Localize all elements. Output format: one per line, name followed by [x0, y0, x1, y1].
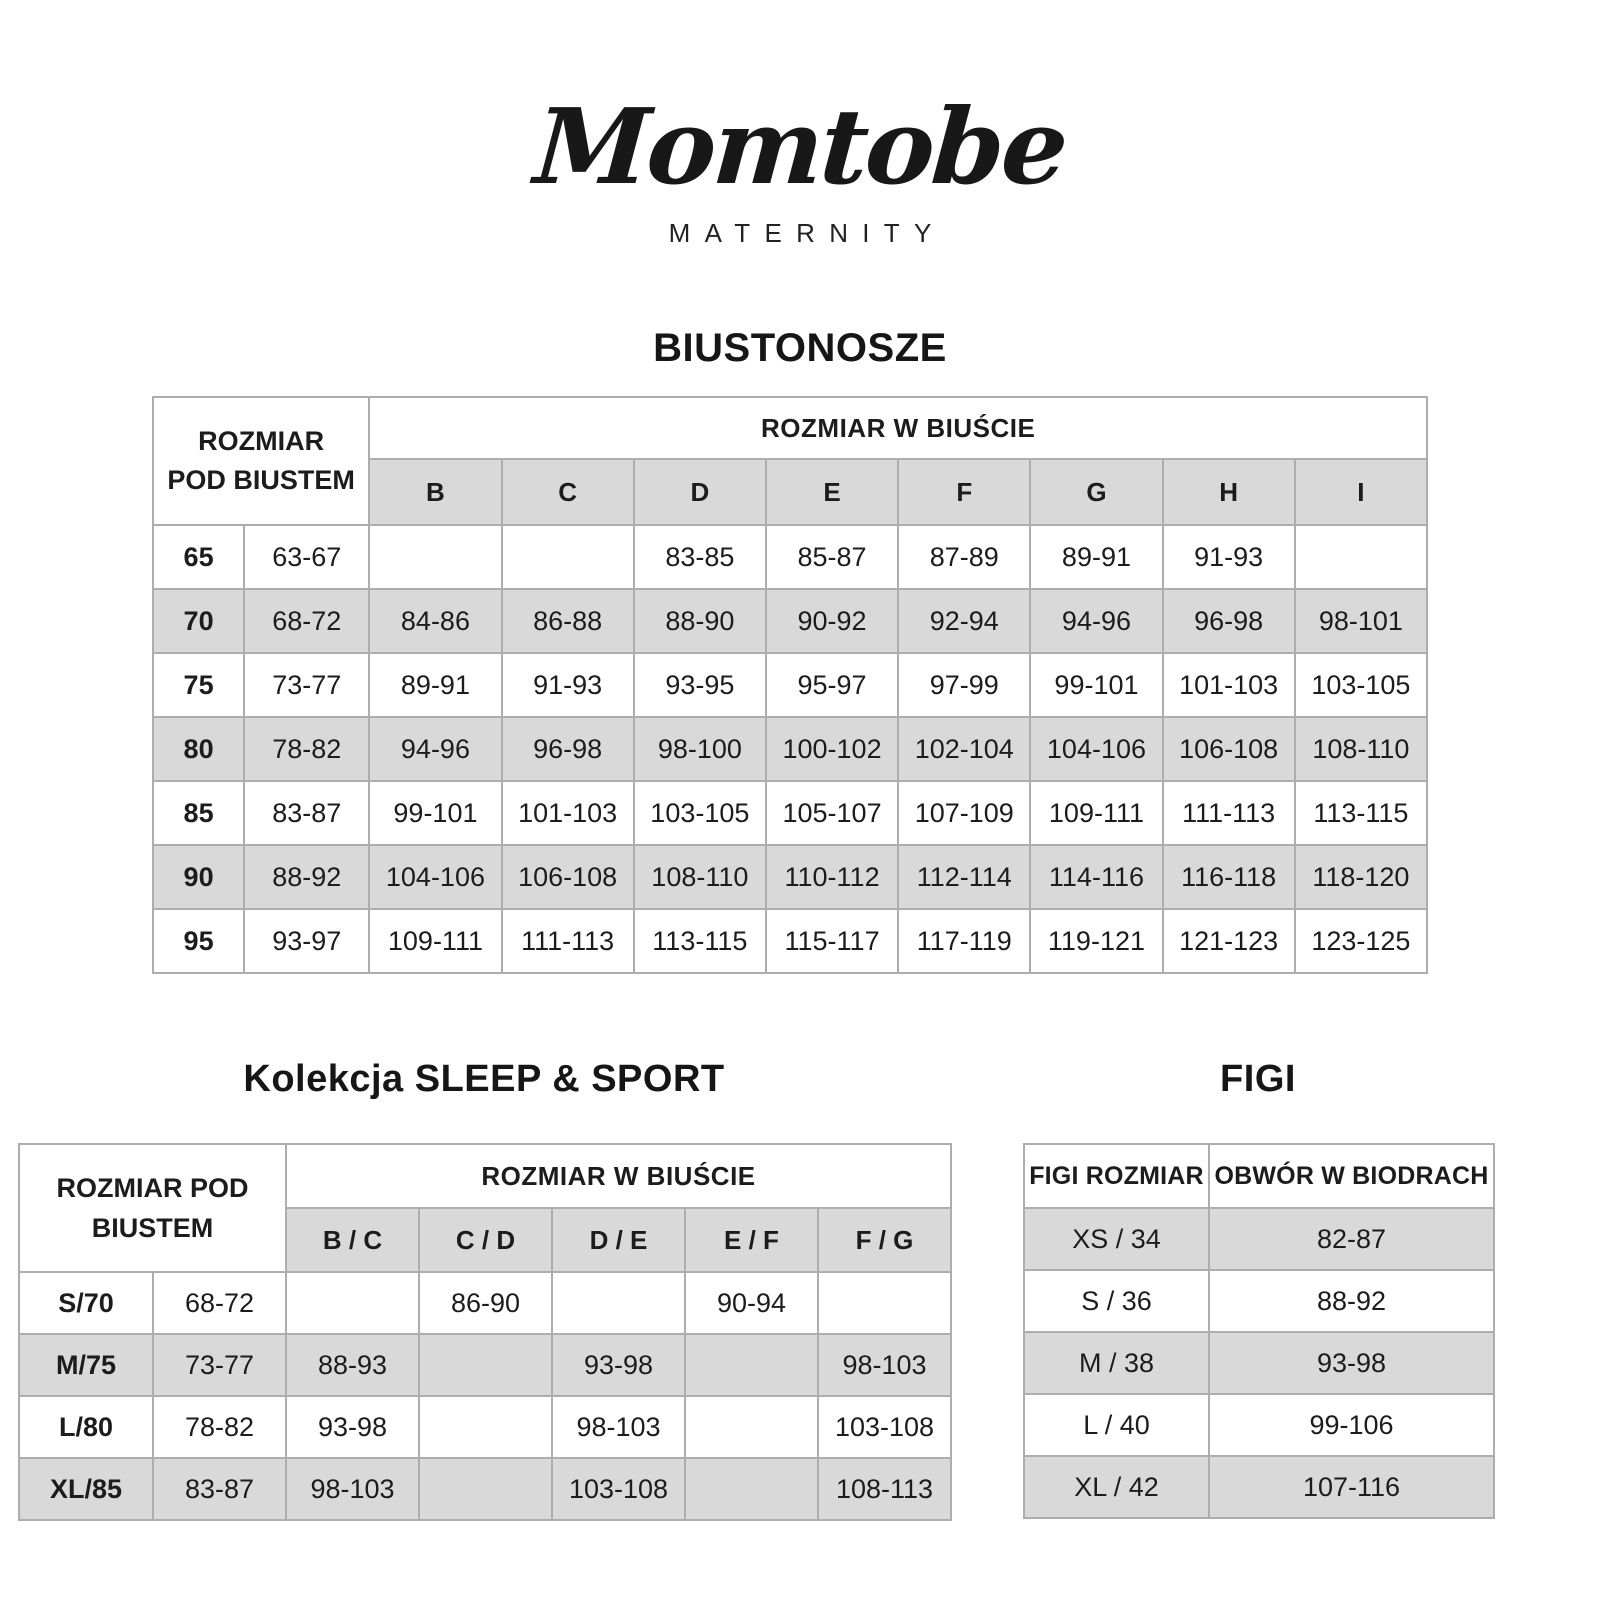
measurement-cell: 88-92 [244, 845, 369, 909]
sleep-sport-table-body [19, 1272, 951, 1520]
cup-size-header: I [1295, 459, 1427, 525]
bras-table-body [153, 525, 1427, 973]
bras-underbust-header [153, 397, 369, 525]
measurement-cell: 116-118 [1163, 845, 1295, 909]
cup-size-header: F [898, 459, 1030, 525]
measurement-cell [286, 1272, 419, 1334]
figi-header-row [1024, 1144, 1494, 1208]
measurement-cell: 78-82 [244, 717, 369, 781]
measurement-cell [685, 1458, 818, 1520]
size-label-cell: M / 38 [1024, 1332, 1209, 1394]
bras-bust-group-header: ROZMIAR W BIUŚCIE [369, 397, 1427, 459]
size-label-cell: 70 [153, 589, 244, 653]
measurement-cell: 89-91 [1030, 525, 1162, 589]
measurement-cell: 93-98 [552, 1334, 685, 1396]
table-row [19, 1458, 951, 1520]
measurement-cell: 94-96 [1030, 589, 1162, 653]
figi-section [1023, 1056, 1493, 1519]
measurement-cell: 68-72 [244, 589, 369, 653]
size-label-cell: L / 40 [1024, 1394, 1209, 1456]
measurement-cell: 87-89 [898, 525, 1030, 589]
measurement-cell [419, 1396, 552, 1458]
size-label-cell: S / 36 [1024, 1270, 1209, 1332]
measurement-cell [419, 1334, 552, 1396]
figi-size-column-header: FIGI ROZMIAR [1024, 1144, 1209, 1208]
table-row [1024, 1332, 1494, 1394]
table-row [153, 909, 1427, 973]
measurement-cell: 115-117 [766, 909, 898, 973]
size-label-cell: 90 [153, 845, 244, 909]
measurement-cell: 93-98 [286, 1396, 419, 1458]
measurement-cell: 93-97 [244, 909, 369, 973]
measurement-cell: 86-88 [502, 589, 634, 653]
measurement-cell: 111-113 [502, 909, 634, 973]
cup-size-header: B [369, 459, 501, 525]
measurement-cell: 94-96 [369, 717, 501, 781]
measurement-cell: 98-103 [286, 1458, 419, 1520]
size-label-cell: 85 [153, 781, 244, 845]
table-row [1024, 1208, 1494, 1270]
size-label-cell: XS / 34 [1024, 1208, 1209, 1270]
table-row [1024, 1456, 1494, 1518]
measurement-cell: 121-123 [1163, 909, 1295, 973]
measurement-cell: 111-113 [1163, 781, 1295, 845]
sleep-bust-group-header: ROZMIAR W BIUŚCIE [286, 1144, 951, 1208]
measurement-cell: 86-90 [419, 1272, 552, 1334]
measurement-cell: 104-106 [1030, 717, 1162, 781]
measurement-cell: 91-93 [502, 653, 634, 717]
size-label-cell: XL / 42 [1024, 1456, 1209, 1518]
measurement-cell: 83-87 [244, 781, 369, 845]
cup-size-header: C [502, 459, 634, 525]
measurement-cell: 68-72 [153, 1272, 286, 1334]
measurement-cell: 95-97 [766, 653, 898, 717]
measurement-cell: 89-91 [369, 653, 501, 717]
sleep-sport-size-table [18, 1143, 952, 1521]
bras-size-table [152, 396, 1428, 974]
table-row [153, 845, 1427, 909]
measurement-cell: 109-111 [369, 909, 501, 973]
size-label-cell: S/70 [19, 1272, 153, 1334]
measurement-cell: 119-121 [1030, 909, 1162, 973]
table-row [19, 1334, 951, 1396]
table-row [19, 1396, 951, 1458]
measurement-cell: 93-95 [634, 653, 766, 717]
figi-table-body [1024, 1208, 1494, 1518]
measurement-cell: 84-86 [369, 589, 501, 653]
measurement-cell: 113-115 [1295, 781, 1427, 845]
measurement-cell: 109-111 [1030, 781, 1162, 845]
cup-size-header: B / C [286, 1208, 419, 1272]
sleep-underbust-header-line2: BIUSTEM [91, 1213, 214, 1243]
measurement-cell: 106-108 [1163, 717, 1295, 781]
measurement-cell: 88-93 [286, 1334, 419, 1396]
sleep-underbust-header [19, 1144, 286, 1272]
bras-table-container [152, 396, 1428, 974]
cup-size-header: F / G [818, 1208, 951, 1272]
measurement-cell: 117-119 [898, 909, 1030, 973]
measurement-cell: 114-116 [1030, 845, 1162, 909]
measurement-cell: 90-94 [685, 1272, 818, 1334]
measurement-cell: 108-110 [1295, 717, 1427, 781]
sleep-sport-section [18, 1056, 950, 1521]
measurement-cell [552, 1272, 685, 1334]
measurement-cell: 98-103 [818, 1334, 951, 1396]
measurement-cell: 98-101 [1295, 589, 1427, 653]
measurement-cell: 101-103 [502, 781, 634, 845]
measurement-cell: 73-77 [244, 653, 369, 717]
table-row [153, 653, 1427, 717]
table-row [153, 781, 1427, 845]
measurement-cell: 98-103 [552, 1396, 685, 1458]
cup-size-header: E / F [685, 1208, 818, 1272]
measurement-cell: 96-98 [502, 717, 634, 781]
table-row [19, 1272, 951, 1334]
measurement-cell: 103-105 [634, 781, 766, 845]
size-label-cell: 80 [153, 717, 244, 781]
measurement-cell [1295, 525, 1427, 589]
measurement-cell: 88-92 [1209, 1270, 1494, 1332]
table-row [153, 717, 1427, 781]
measurement-cell: 92-94 [898, 589, 1030, 653]
measurement-cell: 123-125 [1295, 909, 1427, 973]
size-label-cell: 95 [153, 909, 244, 973]
measurement-cell: 113-115 [634, 909, 766, 973]
measurement-cell: 103-108 [818, 1396, 951, 1458]
measurement-cell: 106-108 [502, 845, 634, 909]
measurement-cell: 83-87 [153, 1458, 286, 1520]
brand-subtitle: MATERNITY [668, 218, 946, 248]
table-row [1024, 1394, 1494, 1456]
measurement-cell: 108-110 [634, 845, 766, 909]
measurement-cell: 85-87 [766, 525, 898, 589]
measurement-cell [818, 1272, 951, 1334]
measurement-cell: 108-113 [818, 1458, 951, 1520]
measurement-cell [685, 1334, 818, 1396]
brand-header [0, 78, 1600, 249]
measurement-cell: 101-103 [1163, 653, 1295, 717]
bras-underbust-header-line1: ROZMIAR [198, 425, 325, 456]
table-row [1024, 1270, 1494, 1332]
bras-underbust-header-line2: POD BIUSTEM [167, 465, 355, 495]
measurement-cell: 99-106 [1209, 1394, 1494, 1456]
measurement-cell: 78-82 [153, 1396, 286, 1458]
table-row [153, 589, 1427, 653]
measurement-cell: 83-85 [634, 525, 766, 589]
cup-size-header: E [766, 459, 898, 525]
size-label-cell: 65 [153, 525, 244, 589]
table-row [153, 525, 1427, 589]
measurement-cell: 96-98 [1163, 589, 1295, 653]
measurement-cell: 102-104 [898, 717, 1030, 781]
measurement-cell [685, 1396, 818, 1458]
measurement-cell: 91-93 [1163, 525, 1295, 589]
cup-size-header: D [634, 459, 766, 525]
measurement-cell: 100-102 [766, 717, 898, 781]
measurement-cell: 110-112 [766, 845, 898, 909]
cup-size-header: D / E [552, 1208, 685, 1272]
brand-logo: Momtobe [530, 85, 1070, 208]
measurement-cell: 105-107 [766, 781, 898, 845]
measurement-cell [369, 525, 501, 589]
sleep-sport-title: Kolekcja SLEEP & SPORT [243, 1058, 725, 1100]
measurement-cell [502, 525, 634, 589]
measurement-cell: 93-98 [1209, 1332, 1494, 1394]
measurement-cell: 88-90 [634, 589, 766, 653]
measurement-cell: 97-99 [898, 653, 1030, 717]
cup-size-header: C / D [419, 1208, 552, 1272]
measurement-cell [419, 1458, 552, 1520]
size-label-cell: M/75 [19, 1334, 153, 1396]
measurement-cell: 90-92 [766, 589, 898, 653]
measurement-cell: 107-109 [898, 781, 1030, 845]
measurement-cell: 99-101 [369, 781, 501, 845]
figi-hips-column-header: OBWÓR W BIODRACH [1209, 1144, 1494, 1208]
measurement-cell: 118-120 [1295, 845, 1427, 909]
measurement-cell: 104-106 [369, 845, 501, 909]
measurement-cell: 99-101 [1030, 653, 1162, 717]
measurement-cell: 63-67 [244, 525, 369, 589]
measurement-cell: 103-108 [552, 1458, 685, 1520]
cup-size-header: H [1163, 459, 1295, 525]
size-label-cell: L/80 [19, 1396, 153, 1458]
cup-size-header: G [1030, 459, 1162, 525]
sleep-underbust-header-line1: ROZMIAR POD [56, 1172, 249, 1203]
measurement-cell: 112-114 [898, 845, 1030, 909]
bras-section-title: BIUSTONOSZE [653, 326, 947, 370]
size-label-cell: XL/85 [19, 1458, 153, 1520]
measurement-cell: 73-77 [153, 1334, 286, 1396]
measurement-cell: 98-100 [634, 717, 766, 781]
measurement-cell: 82-87 [1209, 1208, 1494, 1270]
measurement-cell: 107-116 [1209, 1456, 1494, 1518]
size-label-cell: 75 [153, 653, 244, 717]
measurement-cell: 103-105 [1295, 653, 1427, 717]
figi-size-table [1023, 1143, 1495, 1519]
figi-title: FIGI [1220, 1058, 1296, 1100]
